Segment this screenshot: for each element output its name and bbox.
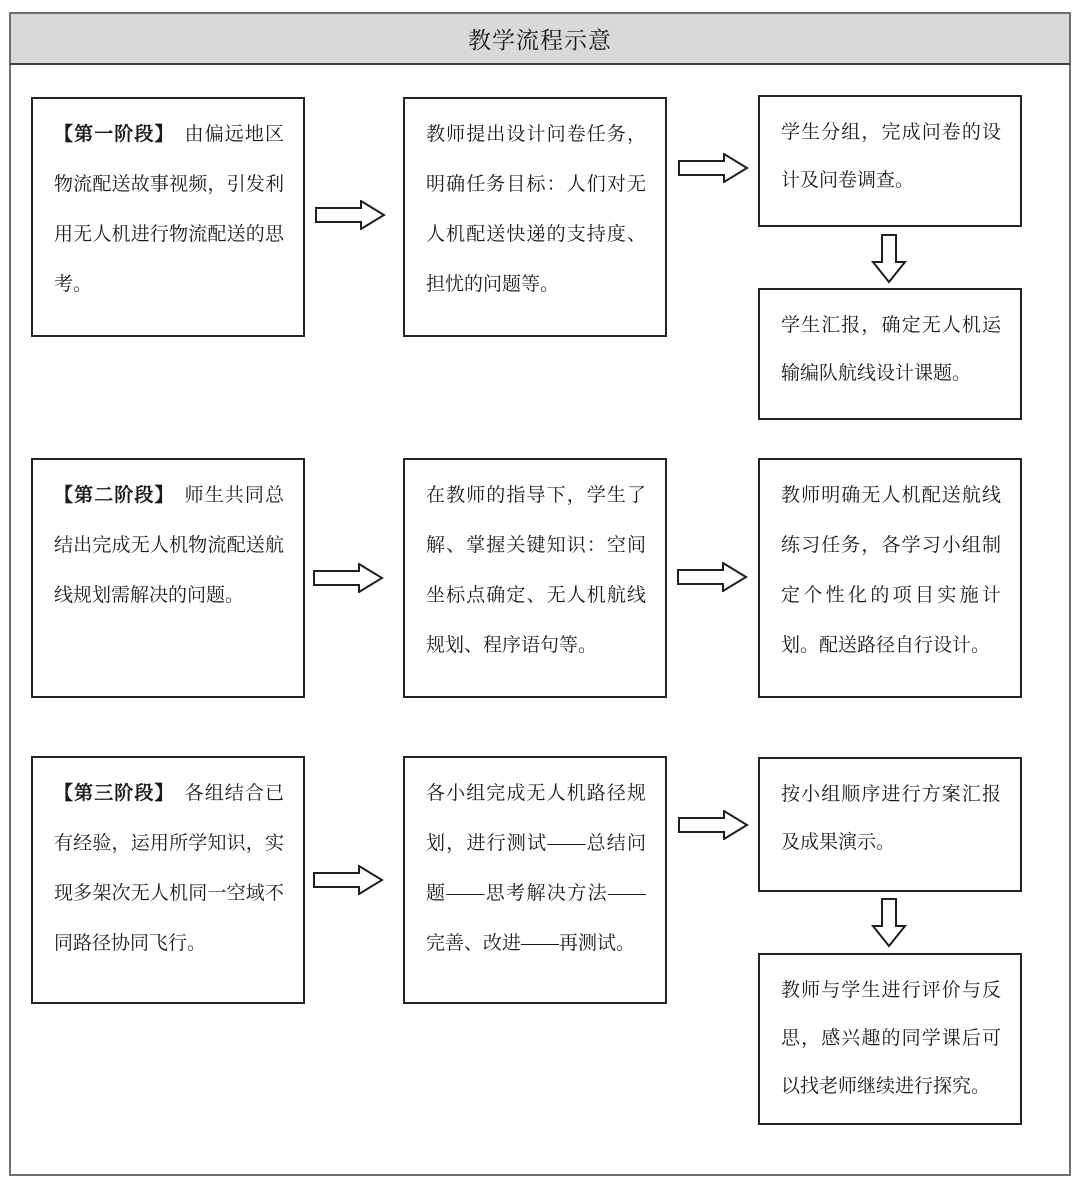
box-body-text: 教师与学生进行评价与反思，感兴趣的同学课后可以找老师继续进行探究。 [781, 980, 1001, 1097]
flow-box-text [760, 460, 1020, 671]
stage2-label: 【第二阶段】 [54, 485, 175, 506]
arrow-down-icon [871, 898, 907, 948]
flow-box-text [760, 759, 1020, 867]
title-bar [9, 12, 1071, 65]
box-body-text: 学生汇报，确定无人机运输编队航线设计课题。 [781, 315, 1001, 384]
flow-box-text [760, 955, 1020, 1111]
flow-box-text [760, 97, 1020, 205]
box-body-text: 师生共同总结出完成无人机物流配送航线规划需解决的问题。 [54, 485, 284, 606]
flow-box-text [405, 460, 665, 671]
flow-box-stage2 [31, 458, 305, 698]
box-body-text: 在教师的指导下，学生了解、掌握关键知识：空间坐标点确定、无人机航线规划、程序语句等。 [426, 485, 646, 656]
arrow-right-icon [678, 153, 749, 183]
page-title: 教学流程示意 [468, 28, 612, 53]
box-body-text: 按小组顺序进行方案汇报及成果演示。 [781, 784, 1001, 853]
flow-box-text [405, 758, 665, 969]
arrow-right-icon [315, 200, 386, 230]
flow-box-path-planning [403, 756, 667, 1004]
box-body-text: 由偏远地区物流配送故事视频，引发利用无人机进行物流配送的思考。 [54, 124, 284, 295]
box-body-text: 教师明确无人机配送航线练习任务，各学习小组制定个性化的项目实施计划。配送路径自行设计。 [781, 485, 1001, 656]
box-body-text: 教师提出设计问卷任务，明确任务目标：人们对无人机配送快递的支持度、担忧的问题等。 [426, 124, 646, 295]
arrow-right-icon [313, 563, 384, 593]
arrow-right-icon [677, 562, 748, 592]
flow-box-text [33, 99, 303, 310]
flow-box-evaluation [758, 953, 1022, 1125]
flow-box-text [33, 460, 303, 621]
arrow-right-icon [313, 865, 384, 895]
flow-box-presentation [758, 757, 1022, 892]
flow-box-student-grouping [758, 95, 1022, 227]
flow-box-stage1 [31, 97, 305, 337]
flow-box-student-report [758, 288, 1022, 420]
arrow-right-icon [678, 810, 749, 840]
flow-box-text [405, 99, 665, 310]
flow-box-practice-task [758, 458, 1022, 698]
flow-box-text [33, 758, 303, 969]
stage3-label: 【第三阶段】 [54, 783, 175, 804]
arrow-down-icon [871, 234, 907, 284]
box-body-text: 各小组完成无人机路径规划，进行测试——总结问题——思考解决方法——完善、改进——再测试。 [426, 783, 646, 954]
box-body-text: 各组结合已有经验，运用所学知识，实现多架次无人机同一空域不同路径协同飞行。 [54, 783, 284, 954]
flow-box-stage3 [31, 756, 305, 1004]
box-body-text: 学生分组，完成问卷的设计及问卷调查。 [781, 122, 1001, 191]
flow-box-questionnaire-task [403, 97, 667, 337]
stage1-label: 【第一阶段】 [54, 124, 175, 145]
flow-box-key-knowledge [403, 458, 667, 698]
flow-box-text [760, 290, 1020, 398]
